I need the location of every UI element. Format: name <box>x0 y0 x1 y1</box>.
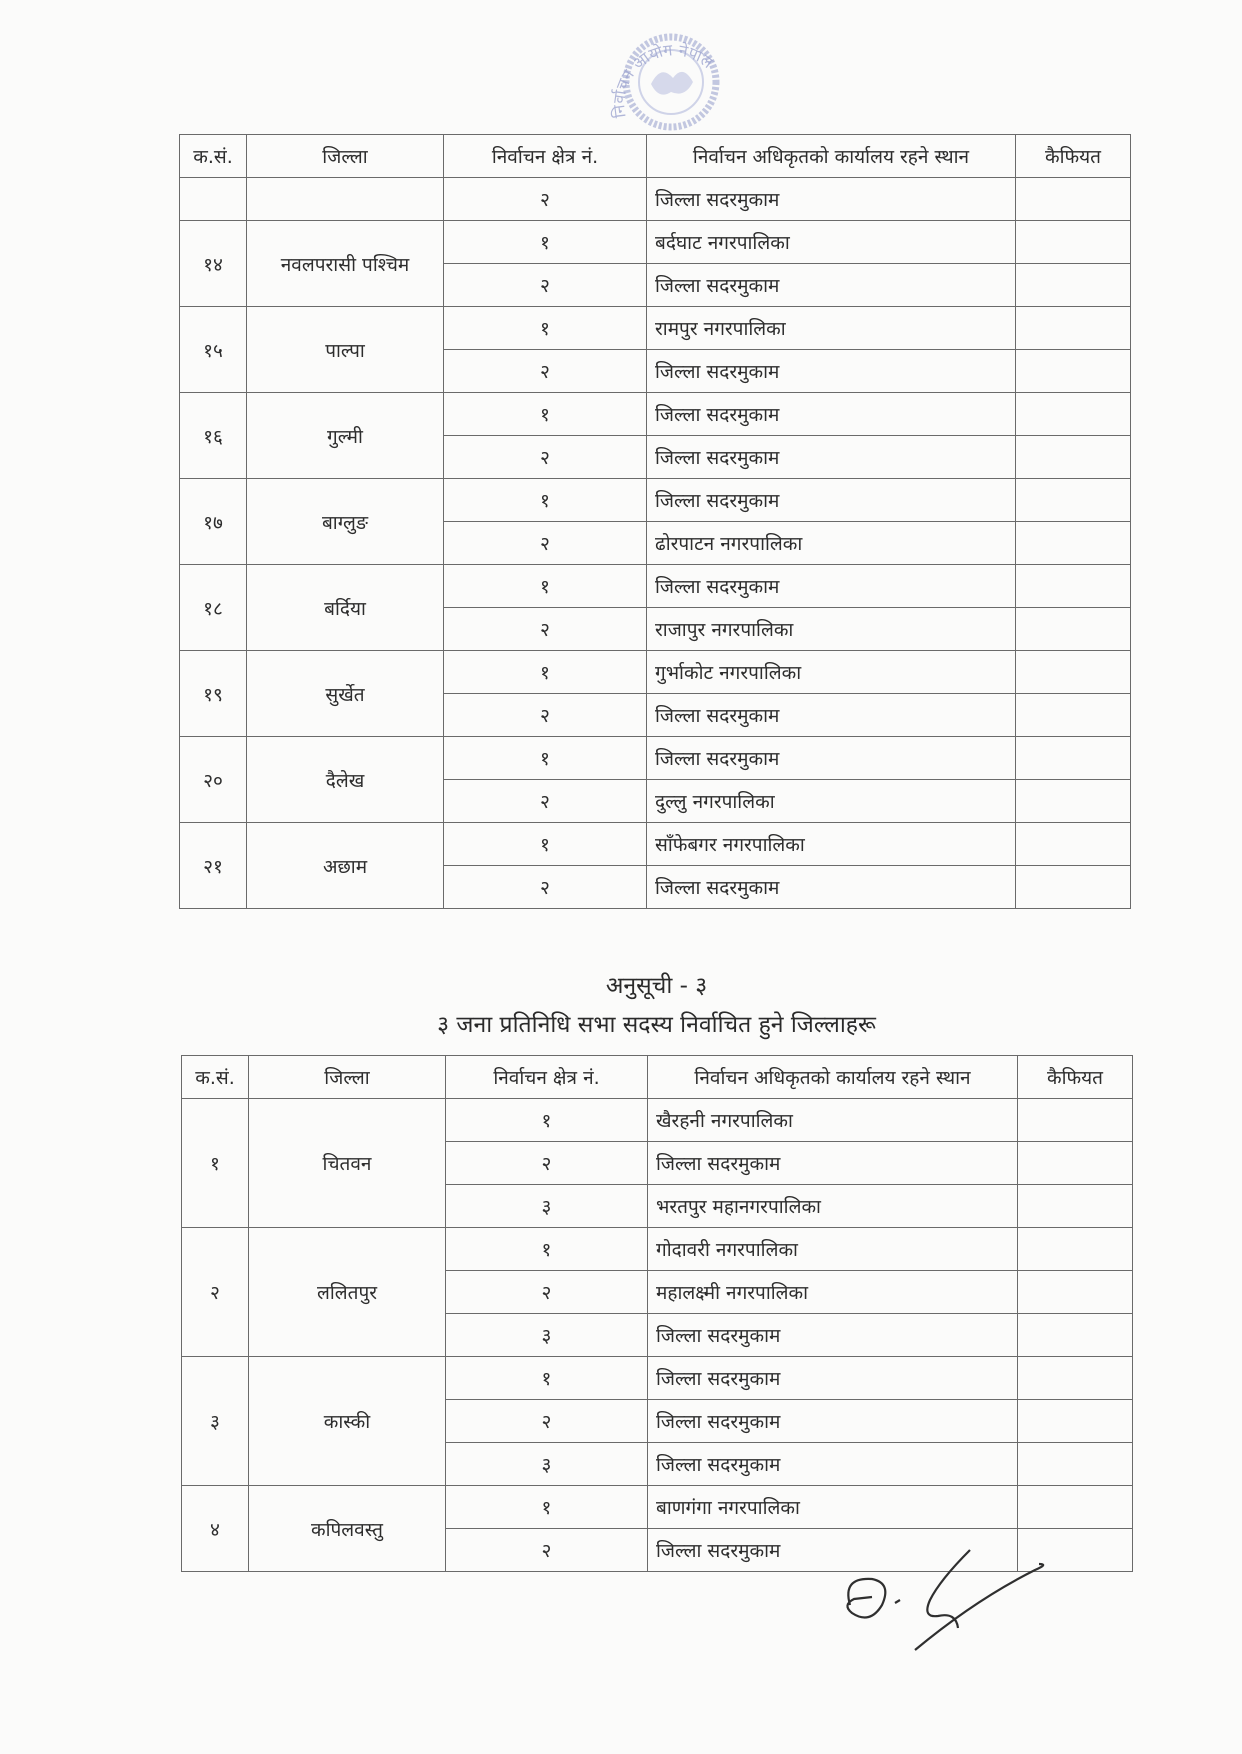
signature <box>820 1535 1080 1665</box>
constituency-cell: २ <box>446 1529 648 1572</box>
table-row <box>180 221 1131 264</box>
office-cell: जिल्ला सदरमुकाम <box>647 264 1016 307</box>
table-row <box>180 651 1131 694</box>
table-1-body <box>180 178 1131 909</box>
header-district: जिल्ला <box>247 135 444 178</box>
constituency-cell: २ <box>444 178 647 221</box>
district-cell: दैलेख <box>247 737 444 823</box>
remarks-cell <box>1018 1099 1133 1142</box>
office-cell: रामपुर नगरपालिका <box>647 307 1016 350</box>
constituency-cell: १ <box>446 1486 648 1529</box>
header-district: जिल्ला <box>249 1056 446 1099</box>
serial-cell: १७ <box>180 479 247 565</box>
serial-cell: २१ <box>180 823 247 909</box>
serial-cell: २ <box>182 1228 249 1357</box>
office-cell: जिल्ला सदरमुकाम <box>648 1357 1018 1400</box>
constituency-cell: २ <box>444 694 647 737</box>
remarks-cell <box>1018 1271 1133 1314</box>
district-cell: ललितपुर <box>249 1228 446 1357</box>
header-remarks: कैफियत <box>1018 1056 1133 1099</box>
remarks-cell <box>1018 1142 1133 1185</box>
district-cell: कास्की <box>249 1357 446 1486</box>
serial-cell <box>180 178 247 221</box>
serial-cell: १६ <box>180 393 247 479</box>
constituency-cell: १ <box>444 479 647 522</box>
table-row <box>180 737 1131 780</box>
office-cell: जिल्ला सदरमुकाम <box>647 350 1016 393</box>
constituency-cell: २ <box>444 264 647 307</box>
remarks-cell <box>1016 307 1131 350</box>
constituency-cell: १ <box>444 221 647 264</box>
constituency-cell: ३ <box>446 1185 648 1228</box>
header-serial: क.सं. <box>182 1056 249 1099</box>
table-row <box>180 565 1131 608</box>
remarks-cell <box>1016 608 1131 651</box>
constituency-cell: २ <box>446 1142 648 1185</box>
office-cell: जिल्ला सदरमुकाम <box>647 479 1016 522</box>
header-office-location: निर्वाचन अधिकृतको कार्यालय रहने स्थान <box>647 135 1016 178</box>
constituency-cell: १ <box>444 393 647 436</box>
table-header-row <box>180 135 1131 178</box>
remarks-cell <box>1016 178 1131 221</box>
office-cell: जिल्ला सदरमुकाम <box>647 565 1016 608</box>
serial-cell: ४ <box>182 1486 249 1572</box>
remarks-cell <box>1016 866 1131 909</box>
constituency-cell: ३ <box>446 1314 648 1357</box>
district-cell: कपिलवस्तु <box>249 1486 446 1572</box>
office-cell: बर्दघाट नगरपालिका <box>647 221 1016 264</box>
table-2-body <box>182 1099 1133 1572</box>
remarks-cell <box>1016 737 1131 780</box>
remarks-cell <box>1018 1443 1133 1486</box>
office-cell: जिल्ला सदरमुकाम <box>647 393 1016 436</box>
district-cell: गुल्मी <box>247 393 444 479</box>
office-cell: जिल्ला सदरमुकाम <box>648 1529 1018 1572</box>
constituency-cell: १ <box>444 307 647 350</box>
remarks-cell <box>1016 651 1131 694</box>
constituency-cell: २ <box>444 780 647 823</box>
remarks-cell <box>1016 694 1131 737</box>
constituency-cell: १ <box>444 565 647 608</box>
serial-cell: १८ <box>180 565 247 651</box>
office-cell: गोदावरी नगरपालिका <box>648 1228 1018 1271</box>
district-cell: सुर्खेत <box>247 651 444 737</box>
constituency-cell: १ <box>446 1357 648 1400</box>
office-cell: जिल्ला सदरमुकाम <box>648 1443 1018 1486</box>
remarks-cell <box>1018 1314 1133 1357</box>
district-cell: नवलपरासी पश्चिम <box>247 221 444 307</box>
remarks-cell <box>1018 1185 1133 1228</box>
remarks-cell <box>1016 350 1131 393</box>
serial-cell: ३ <box>182 1357 249 1486</box>
header-remarks: कैफियत <box>1016 135 1131 178</box>
office-cell: जिल्ला सदरमुकाम <box>647 694 1016 737</box>
serial-cell: १४ <box>180 221 247 307</box>
office-cell: जिल्ला सदरमुकाम <box>647 737 1016 780</box>
constituency-cell: २ <box>446 1271 648 1314</box>
office-cell: जिल्ला सदरमुकाम <box>647 178 1016 221</box>
table-row <box>180 479 1131 522</box>
remarks-cell <box>1018 1357 1133 1400</box>
office-cell: राजापुर नगरपालिका <box>647 608 1016 651</box>
header-constituency: निर्वाचन क्षेत्र नं. <box>446 1056 648 1099</box>
constituency-cell: २ <box>444 608 647 651</box>
office-cell: जिल्ला सदरमुकाम <box>648 1142 1018 1185</box>
office-cell: जिल्ला सदरमुकाम <box>647 436 1016 479</box>
header-constituency: निर्वाचन क्षेत्र नं. <box>444 135 647 178</box>
constituency-table-2 <box>181 1055 1133 1572</box>
remarks-cell <box>1016 780 1131 823</box>
table-row <box>182 1228 1133 1271</box>
serial-cell: १५ <box>180 307 247 393</box>
seal-text: निर्वाचन आयोग नेपाल <box>609 40 717 120</box>
office-cell: महालक्ष्मी नगरपालिका <box>648 1271 1018 1314</box>
remarks-cell <box>1016 565 1131 608</box>
constituency-cell: २ <box>444 866 647 909</box>
table-row <box>180 307 1131 350</box>
remarks-cell <box>1016 436 1131 479</box>
remarks-cell <box>1016 522 1131 565</box>
district-cell: बाग्लुङ <box>247 479 444 565</box>
remarks-cell <box>1016 823 1131 866</box>
table-header-row <box>182 1056 1133 1099</box>
district-cell: चितवन <box>249 1099 446 1228</box>
constituency-cell: २ <box>444 522 647 565</box>
office-cell: भरतपुर महानगरपालिका <box>648 1185 1018 1228</box>
district-cell: अछाम <box>247 823 444 909</box>
office-cell: जिल्ला सदरमुकाम <box>647 866 1016 909</box>
district-cell: बर्दिया <box>247 565 444 651</box>
schedule-subtitle: ३ जना प्रतिनिधि सभा सदस्य निर्वाचित हुने जिल्लाहरू <box>437 1012 876 1038</box>
table-row <box>182 1099 1133 1142</box>
district-cell: पाल्पा <box>247 307 444 393</box>
office-cell: जिल्ला सदरमुकाम <box>648 1400 1018 1443</box>
table-row <box>180 823 1131 866</box>
constituency-cell: ३ <box>446 1443 648 1486</box>
table-row <box>182 1357 1133 1400</box>
remarks-cell <box>1016 479 1131 522</box>
office-cell: दुल्लु नगरपालिका <box>647 780 1016 823</box>
serial-cell: २० <box>180 737 247 823</box>
constituency-cell: १ <box>446 1099 648 1142</box>
table-row <box>180 178 1131 221</box>
constituency-cell: १ <box>444 823 647 866</box>
remarks-cell <box>1016 264 1131 307</box>
office-cell: बाणगंगा नगरपालिका <box>648 1486 1018 1529</box>
remarks-cell <box>1016 393 1131 436</box>
office-cell: साँफेबगर नगरपालिका <box>647 823 1016 866</box>
district-cell <box>247 178 444 221</box>
schedule-title: अनुसूची - ३ <box>605 973 708 999</box>
remarks-cell <box>1018 1486 1133 1529</box>
office-cell: जिल्ला सदरमुकाम <box>648 1314 1018 1357</box>
constituency-cell: २ <box>444 436 647 479</box>
remarks-cell <box>1018 1228 1133 1271</box>
serial-cell: १ <box>182 1099 249 1228</box>
remarks-cell <box>1018 1400 1133 1443</box>
constituency-cell: १ <box>444 651 647 694</box>
office-cell: गुर्भाकोट नगरपालिका <box>647 651 1016 694</box>
constituency-cell: १ <box>446 1228 648 1271</box>
remarks-cell <box>1016 221 1131 264</box>
constituency-cell: २ <box>444 350 647 393</box>
table-row <box>182 1486 1133 1529</box>
constituency-table-1 <box>179 134 1131 909</box>
constituency-cell: २ <box>446 1400 648 1443</box>
header-office-location: निर्वाचन अधिकृतको कार्यालय रहने स्थान <box>648 1056 1018 1099</box>
office-cell: ढोरपाटन नगरपालिका <box>647 522 1016 565</box>
serial-cell: १९ <box>180 651 247 737</box>
office-cell: खैरहनी नगरपालिका <box>648 1099 1018 1142</box>
header-serial: क.सं. <box>180 135 247 178</box>
constituency-cell: १ <box>444 737 647 780</box>
table-row <box>180 393 1131 436</box>
